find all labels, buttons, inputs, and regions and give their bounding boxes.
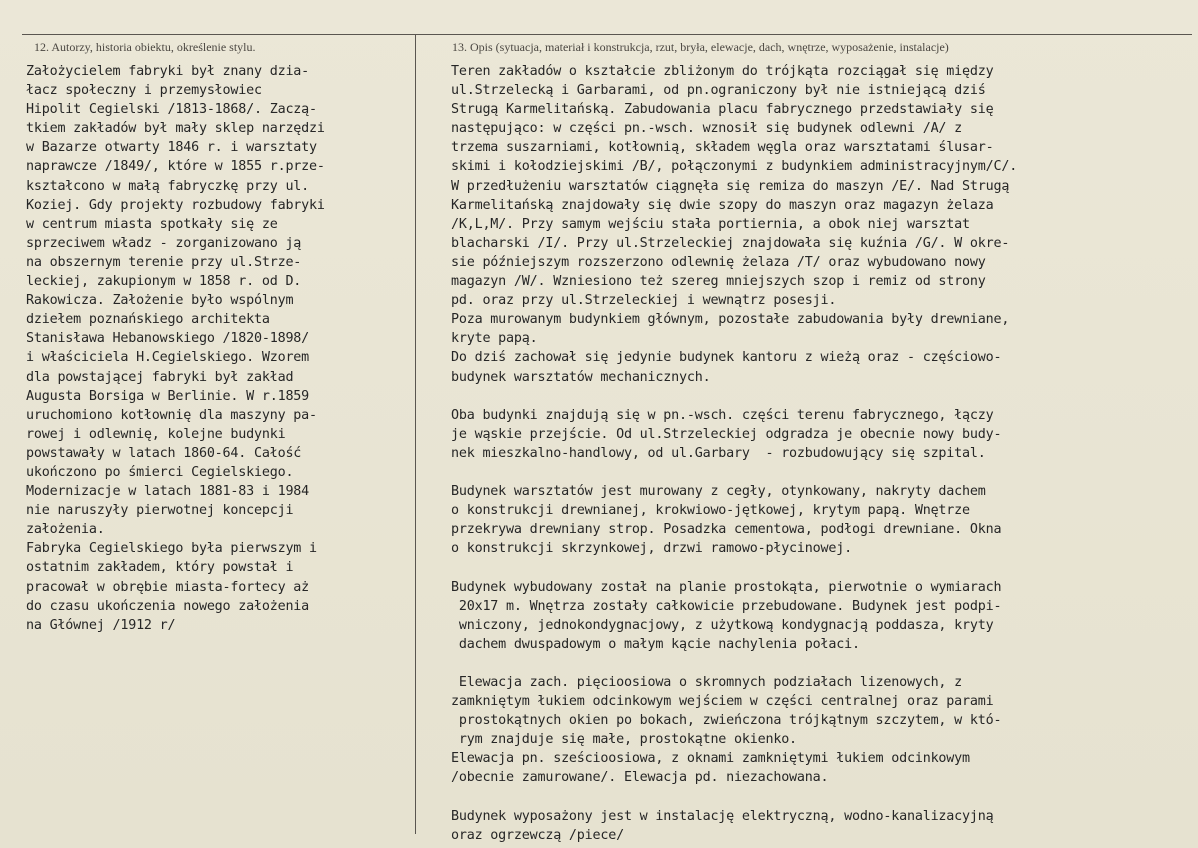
description-text-line: je wąskie przejście. Od ul.Strzeleckiej odgradza je obecnie nowy budy- [451, 426, 1002, 442]
description-text-line: Do dziś zachował się jedynie budynek kantoru z wieżą oraz - częściowo- [451, 350, 1002, 366]
description-text-line [451, 654, 1191, 673]
history-text-line: Modernizacje w latach 1881-83 i 1984 [26, 484, 310, 500]
history-text-line: Stanisława Hebanowskiego /1820-1898/ [26, 331, 310, 347]
history-text-line: Fabryka Cegielskiego była pierwszym i [26, 541, 317, 557]
history-text-line: na Głównej /1912 r/ [26, 617, 176, 633]
history-text-line: rowej i odlewnię, kolejne budynki [26, 426, 286, 442]
history-text-line: powstawały w latach 1860-64. Całość [26, 445, 302, 461]
description-text-line: Teren zakładów o kształcie zbliżonym do trójkąta rozciągał się między [451, 64, 994, 79]
right-section-header: 13. Opis (sytuacja, materiał i konstrukcja, rzut, bryła, elewacje, dach, wnętrze, wyposażenie, instalacje) [452, 40, 949, 54]
description-text-line: /K,L,M/. Przy samym wejściu stała portiernia, a obok niej warsztat [451, 216, 970, 232]
description-text-line: budynek warsztatów mechanicznych. [451, 369, 711, 385]
description-text-line: magazyn /W/. Wzniesiono też szereg mniejszych szop i remiz od strony [451, 274, 986, 290]
description-text-line: Budynek wybudowany został na planie prostokąta, pierwotnie o wymiarach [451, 579, 1002, 595]
description-text-line: Budynek wyposażony jest w instalację elektryczną, wodno-kanalizacyjną [451, 808, 994, 824]
description-text-line: blacharski /I/. Przy ul.Strzeleckiej znajdowała się kuźnia /G/. W okre- [451, 235, 1010, 251]
history-text-line: sprzeciwem władz - zorganizowano ją [26, 235, 302, 251]
description-text-line: oraz ogrzewczą /piece/ [451, 827, 624, 843]
description-text-line [451, 387, 1191, 406]
description-text-line: Karmelitańską znajdowały się dwie szopy do maszyn oraz magazyn żelaza [451, 197, 994, 213]
history-text-line: łacz społeczny i przemysłowiec [26, 83, 262, 99]
description-text-line: skimi i kołodziejskimi /B/, połączonymi z budynkiem administracyjnym/C/. [451, 159, 1018, 175]
history-text-line: leckiej, zakupionym w 1858 r. od D. [26, 274, 302, 290]
history-text-line: Rakowicza. Założenie było wspólnym [26, 293, 294, 309]
description-text-line: Elewacja pn. sześcioosiowa, z oknami zamkniętymi łukiem odcinkowym [451, 751, 970, 767]
description-text-line: Elewacja zach. pięcioosiowa o skromnych podziałach lizenowych, z [451, 675, 963, 690]
description-text-line: Poza murowanym budynkiem głównym, pozostałe zabudowania były drewniane, [451, 312, 1010, 328]
description-text-line: /obecnie zamurowane/. Elewacja pd. niezachowana. [451, 770, 829, 786]
history-text-column [26, 62, 414, 635]
history-text-line: do czasu ukończenia nowego założenia [26, 598, 310, 614]
history-text-line: pracował w obrębie miasta-fortecy aż [26, 579, 310, 595]
description-text-line [451, 558, 1191, 577]
description-text-line: rym znajduje się małe, prostokątne okienko. [451, 732, 797, 748]
history-text-line: na obszernym terenie przy ul.Strze- [26, 254, 302, 270]
description-text-line: trzema suszarniami, kotłownią, składem węgla oraz warsztatami ślusar- [451, 140, 994, 156]
description-text-line [451, 788, 1191, 807]
history-text-line: tkiem zakładów był mały sklep narzędzi [26, 121, 325, 137]
description-text-column [451, 62, 1191, 845]
description-text-line: prostokątnych okien po bokach, zwieńczona trójkątnym szczytem, w któ- [451, 713, 1002, 729]
description-text-line: dachem dwuspadowym o małym kącie nachylenia połaci. [451, 636, 860, 652]
description-text-line [451, 463, 1191, 482]
history-text-line: w Bazarze otwarty 1846 r. i warsztaty [26, 140, 317, 156]
description-text-line: Strugą Karmelitańską. Zabudowania placu fabrycznego przedstawiały się [451, 102, 994, 118]
history-text-line: Założycielem fabryki był znany dzia- [26, 64, 310, 79]
description-text-line: nek mieszkalno-handlowy, od ul.Garbary - rozbudowujący się szpital. [451, 445, 986, 461]
history-text-line: naprawcze /1849/, które w 1855 r.prze- [26, 159, 325, 175]
top-rule [22, 34, 1192, 35]
description-text-line: wniczony, jednokondygnacjowy, z użytkową kondygnacją poddasza, kryty [451, 617, 994, 633]
description-text-line: 20x17 m. Wnętrza zostały całkowicie przebudowane. Budynek jest podpi- [451, 598, 1002, 614]
description-text-line: przekrywa drewniany strop. Posadzka cementowa, podłogi drewniane. Okna [451, 522, 1002, 538]
history-text-line: Hipolit Cegielski /1813-1868/. Zaczą- [26, 102, 317, 118]
history-text-line: nie naruszyły pierwotnej koncepcji [26, 503, 294, 519]
description-text-line: kryte papą. [451, 331, 538, 347]
description-text-line: Oba budynki znajdują się w pn.-wsch. części terenu fabrycznego, łączy [451, 407, 994, 423]
description-text-line: W przedłużeniu warsztatów ciągnęła się remiza do maszyn /E/. Nad Strugą [451, 178, 1010, 194]
history-text-line: i właściciela H.Cegielskiego. Wzorem [26, 350, 310, 366]
description-text-line: następująco: w części pn.-wsch. wznosił się budynek odlewni /A/ z [451, 121, 963, 137]
description-text-line: pd. oraz przy ul.Strzeleckiej i wewnątrz posesji. [451, 293, 837, 309]
history-text-line: dla powstającej fabryki był zakład [26, 369, 294, 385]
column-divider [415, 34, 416, 834]
history-text-line: uruchomiono kotłownię dla maszyny pa- [26, 407, 317, 423]
history-text-line: ukończono po śmierci Cegielskiego. [26, 464, 294, 480]
description-text-line: o konstrukcji skrzynkowej, drzwi ramowo-płycinowej. [451, 541, 852, 557]
history-text-line: dziełem poznańskiego architekta [26, 312, 270, 328]
left-section-header: 12. Autorzy, historia obiektu, określenie stylu. [34, 40, 256, 54]
history-text-line: w centrum miasta spotkały się ze [26, 216, 278, 232]
description-text-line: ul.Strzelecką i Garbarami, od pn.ograniczony był nie istniejącą dziś [451, 83, 986, 99]
history-text-line: ostatnim zakładem, który powstał i [26, 560, 294, 576]
description-text-line: zamkniętym łukiem odcinkowym wejściem w części centralnej oraz parami [451, 694, 994, 710]
history-text-line: Koziej. Gdy projekty rozbudowy fabryki [26, 197, 325, 213]
description-text-line: o konstrukcji drewnianej, krokwiowo-jętkowej, krytym papą. Wnętrze [451, 503, 970, 519]
history-text-line: kształcono w małą fabryczkę przy ul. [26, 178, 310, 194]
description-text-line: sie późniejszym rozszerzono odlewnię żelaza /T/ oraz wybudowano nowy [451, 254, 986, 270]
history-text-line: założenia. [26, 522, 105, 538]
history-text-line: Augusta Borsiga w Berlinie. W r.1859 [26, 388, 310, 404]
description-text-line: Budynek warsztatów jest murowany z cegły, otynkowany, nakryty dachem [451, 484, 986, 500]
